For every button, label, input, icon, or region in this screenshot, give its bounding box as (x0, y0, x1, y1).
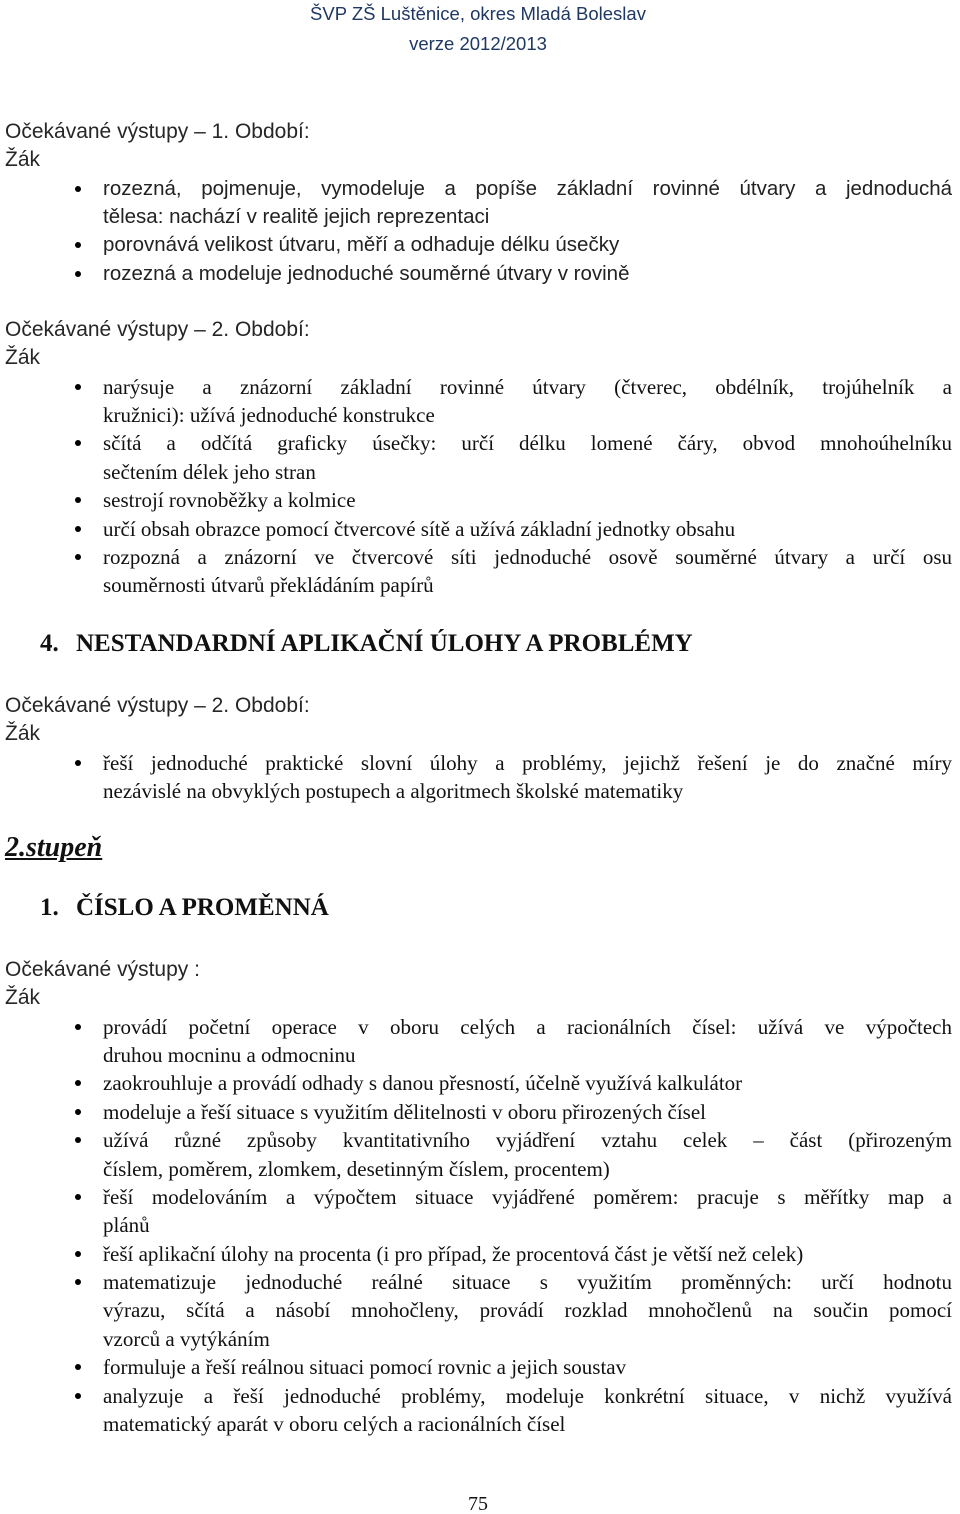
outcome-text-line: provádí početní operace v oboru celých a racionálních čísel: užívá ve výpočtech (103, 1014, 952, 1039)
subject-label: Žák (5, 986, 41, 1010)
outcome-text-line: rozpozná a znázorní ve čtvercové síti jednoduché osově souměrné útvary a určí osu (103, 544, 952, 569)
outcome-text-line: řeší jednoduché praktické slovní úlohy a problémy, jejichž řešení je do značné míry (103, 750, 952, 775)
outcome-item (103, 1268, 952, 1353)
outcome-item (103, 1069, 952, 1097)
bullet-icon (75, 497, 81, 503)
bullet-icon (75, 1194, 81, 1200)
bullet-icon (75, 384, 81, 390)
page-number: 75 (468, 1493, 488, 1514)
outcomes-period-2 (5, 316, 952, 600)
outcome-list (5, 749, 952, 806)
outcomes-label: Očekávané výstupy – 2. Období: (5, 693, 310, 717)
section-heading (40, 890, 329, 926)
outcome-item (103, 1353, 952, 1381)
bullet-icon (75, 1137, 81, 1143)
outcome-text-line: tělesa: nachází v realitě jejich reprezentaci (103, 204, 490, 228)
outcome-item (103, 1098, 952, 1126)
outcome-item (103, 515, 952, 543)
outcomes-nonstandard (5, 692, 952, 806)
outcome-text-line: plánů (103, 1213, 150, 1238)
outcome-text-line: kružnici): užívá jednoduché konstrukce (103, 402, 435, 427)
outcome-text-line: zaokrouhluje a provádí odhady s danou přesností, účelně využívá kalkulátor (103, 1071, 743, 1096)
section-heading-title: NESTANDARDNÍ APLIKAČNÍ ÚLOHY A PROBLÉMY (76, 630, 693, 657)
bullet-icon (75, 271, 81, 277)
bullet-icon (75, 186, 81, 192)
subject-label: Žák (5, 346, 41, 370)
outcome-text-line: analyzuje a řeší jednoduché problémy, modeluje konkrétní situace, v nichž využívá (103, 1383, 952, 1408)
outcome-item (103, 1382, 952, 1439)
bullet-icon (75, 1080, 81, 1086)
outcome-text-line: sečtením délek jeho stran (103, 459, 316, 484)
outcome-text-line: sestrojí rovnoběžky a kolmice (103, 488, 356, 513)
outcome-item (103, 1013, 952, 1070)
bullet-icon (75, 526, 81, 532)
outcome-text-line: určí obsah obrazce pomocí čtvercové sítě a užívá základní jednotky obsahu (103, 516, 736, 541)
outcome-text-line: matematizuje jednoduché reálné situace s využitím proměnných: určí hodnotu (103, 1270, 952, 1295)
header-school-name: ŠVP ZŠ Luštěnice, okres Mladá Boleslav (310, 3, 646, 24)
outcome-text-line: vzorců a vytýkáním (103, 1326, 270, 1351)
outcome-text-line: řeší aplikační úlohy na procenta (i pro případ, že procentová část je větší než celek) (103, 1241, 804, 1266)
bullet-icon (75, 1024, 81, 1030)
bullet-icon (75, 1251, 81, 1257)
section-heading-title: ČÍSLO A PROMĚNNÁ (76, 894, 329, 921)
outcome-item (103, 373, 952, 430)
outcome-text-line: druhou mocninu a odmocninu (103, 1042, 356, 1067)
outcome-item (103, 1240, 952, 1268)
outcome-item (103, 260, 952, 288)
outcome-text-line: modeluje a řeší situace s využitím dělitelnosti v oboru přirozených čísel (103, 1099, 707, 1124)
outcome-text-line: užívá různé způsoby kvantitativního vyjádření vztahu celek – část (přirozeným (103, 1128, 952, 1153)
bullet-icon (75, 242, 81, 248)
outcomes-label: Očekávané výstupy – 2. Období: (5, 317, 310, 341)
subject-label: Žák (5, 722, 41, 746)
outcome-list (5, 1013, 952, 1439)
outcome-text-line: číslem, poměrem, zlomkem, desetinným číslem, procentem) (103, 1156, 610, 1181)
subject-label: Žák (5, 148, 41, 172)
outcomes-number-variable (5, 956, 952, 1439)
outcome-text-line: narýsuje a znázorní základní rovinné útvary (čtverec, obdélník, trojúhelník a (103, 374, 952, 399)
outcome-text-line: rozezná a modeluje jednoduché souměrné útvary v rovině (103, 261, 630, 285)
bullet-icon (75, 554, 81, 560)
bullet-icon (75, 1393, 81, 1399)
grade-label: 2.stupeň (5, 832, 103, 863)
outcome-item (103, 543, 952, 600)
outcomes-label: Očekávané výstupy : (5, 957, 200, 981)
outcome-item (103, 175, 952, 232)
outcome-item (103, 429, 952, 486)
outcome-text-line: nezávislé na obvyklých postupech a algoritmech školské matematiky (103, 778, 684, 803)
bullet-icon (75, 440, 81, 446)
outcome-item (103, 1126, 952, 1183)
bullet-icon (75, 1279, 81, 1285)
outcome-text-line: formuluje a řeší reálnou situaci pomocí rovnic a jejich soustav (103, 1355, 627, 1380)
outcome-text-line: souměrnosti útvarů překládáním papírů (103, 573, 434, 598)
outcome-item (103, 231, 952, 259)
bullet-icon (75, 760, 81, 766)
outcome-list (5, 373, 952, 600)
outcome-text-line: porovnává velikost útvaru, měří a odhaduje délku úsečky (103, 233, 620, 257)
section-heading-number: 4. (40, 630, 59, 657)
outcome-text-line: výrazu, sčítá a násobí mnohočleny, provádí rozklad mnohočlenů na součin pomocí (103, 1298, 952, 1323)
outcome-item (103, 749, 952, 806)
outcomes-label: Očekávané výstupy – 1. Období: (5, 119, 310, 143)
outcome-item (103, 486, 952, 514)
bullet-icon (75, 1109, 81, 1115)
outcome-list (5, 175, 952, 289)
outcome-text-line: matematický aparát v oboru celých a racionálních čísel (103, 1412, 566, 1437)
outcome-item (103, 1183, 952, 1240)
outcome-text-line: sčítá a odčítá graficky úsečky: určí délku lomené čáry, obvod mnohoúhelníku (103, 431, 952, 456)
section-heading-number: 1. (40, 894, 59, 921)
header-version: verze 2012/2013 (409, 33, 547, 54)
outcome-text-line: rozezná, pojmenuje, vymodeluje a popíše základní rovinné útvary a jednoduchá (103, 176, 952, 200)
outcome-text-line: řeší modelováním a výpočtem situace vyjádřené poměrem: pracuje s měřítky map a (103, 1184, 952, 1209)
outcomes-period-1 (5, 118, 952, 288)
section-heading (40, 626, 693, 662)
bullet-icon (75, 1364, 81, 1370)
